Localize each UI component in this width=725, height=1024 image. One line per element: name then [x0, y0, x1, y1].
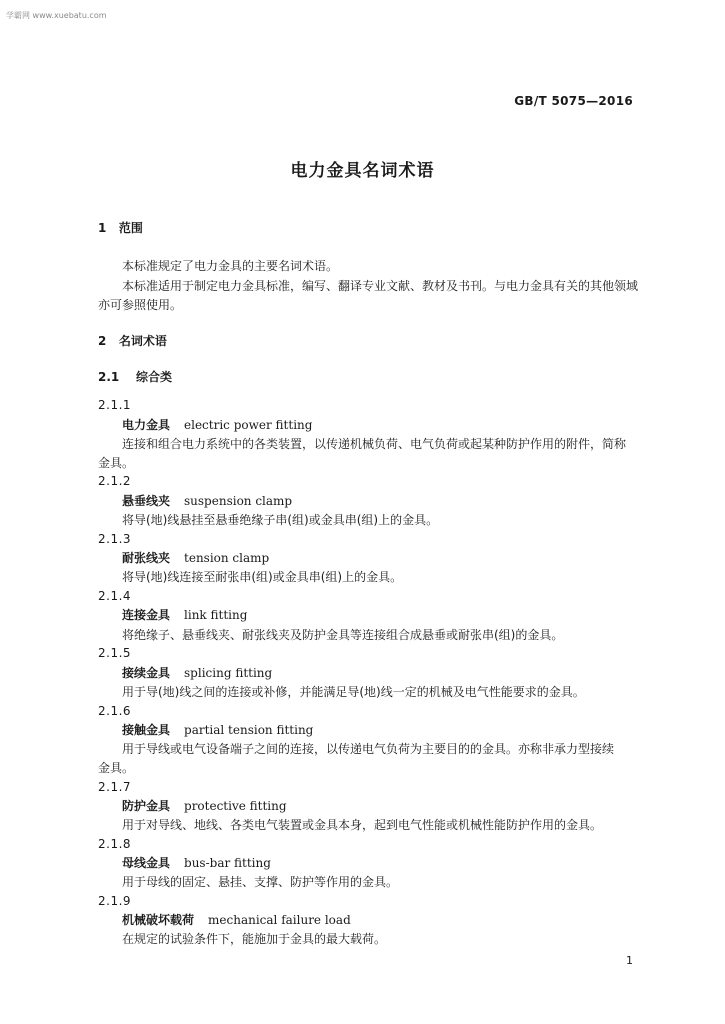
term-definition: 用于导(地)线之间的连接或补修，并能满足导(地)线一定的机械及电气性能要求的金具。 — [122, 685, 585, 699]
term-number: 2.1.4 — [98, 589, 132, 603]
term-entry: 母线金具 bus-bar fitting — [122, 856, 271, 870]
term-definition: 用于母线的固定、悬挂、支撑、防护等作用的金具。 — [122, 875, 399, 889]
section-1-paragraph-1: 本标准规定了电力金具的主要名词术语。 — [122, 259, 339, 273]
section-1-paragraph-2-cont: 亦可参照使用。 — [98, 298, 183, 312]
term-number: 2.1.2 — [98, 474, 132, 488]
term-entry: 连接金具 link fitting — [122, 608, 248, 622]
term-number: 2.1.5 — [98, 646, 132, 660]
term-entry: 耐张线夹 tension clamp — [122, 551, 270, 565]
standard-number: GB/T 5075—2016 — [514, 94, 633, 108]
term-entry: 接续金具 splicing fitting — [122, 666, 273, 680]
term-entry: 防护金具 protective fitting — [122, 799, 287, 813]
term-definition: 将导(地)线连接至耐张串(组)或金具串(组)上的金具。 — [122, 570, 403, 584]
term-definition: 将导(地)线悬挂至悬垂绝缘子串(组)或金具串(组)上的金具。 — [122, 513, 439, 527]
term-number: 2.1.8 — [98, 837, 132, 851]
term-entry: 电力金具 electric power fitting — [122, 418, 313, 432]
watermark: 学霸网 www.xuebatu.com — [6, 11, 107, 20]
term-definition: 用于导线或电气设备端子之间的连接，以传递电气负荷为主要目的的金具。亦称非承力型接续 — [122, 742, 615, 756]
section-2-heading: 2 名词术语 — [98, 334, 167, 348]
term-definition: 在规定的试验条件下，能施加于金具的最大载荷。 — [122, 932, 387, 946]
term-number: 2.1.7 — [98, 780, 132, 794]
term-entry: 悬垂线夹 suspension clamp — [122, 494, 293, 508]
term-definition-cont: 金具。 — [98, 456, 135, 470]
term-definition: 连接和组合电力系统中的各类装置，以传递机械负荷、电气负荷或起某种防护作用的附件，简称 — [122, 437, 627, 451]
term-definition: 用于对导线、地线、各类电气装置或金具本身，起到电气性能或机械性能防护作用的金具。 — [122, 818, 603, 832]
document-title: 电力金具名词术语 — [290, 161, 435, 181]
page-number: 1 — [626, 954, 633, 967]
section-2-1-heading: 2.1 综合类 — [98, 370, 172, 384]
term-number: 2.1.9 — [98, 894, 132, 908]
term-definition-cont: 金具。 — [98, 761, 135, 775]
term-number: 2.1.1 — [98, 398, 132, 412]
term-number: 2.1.3 — [98, 532, 132, 546]
term-entry: 接触金具 partial tension fitting — [122, 723, 314, 737]
term-definition: 将绝缘子、悬垂线夹、耐张线夹及防护金具等连接组合成悬垂或耐张串(组)的金具。 — [122, 628, 564, 642]
section-1-paragraph-2: 本标准适用于制定电力金具标准，编写、翻译专业文献、教材及书刊。与电力金具有关的其他领域 — [122, 279, 639, 293]
term-entry: 机械破坏载荷 mechanical failure load — [122, 913, 351, 927]
section-1-heading: 1 范围 — [98, 221, 143, 235]
term-number: 2.1.6 — [98, 704, 132, 718]
